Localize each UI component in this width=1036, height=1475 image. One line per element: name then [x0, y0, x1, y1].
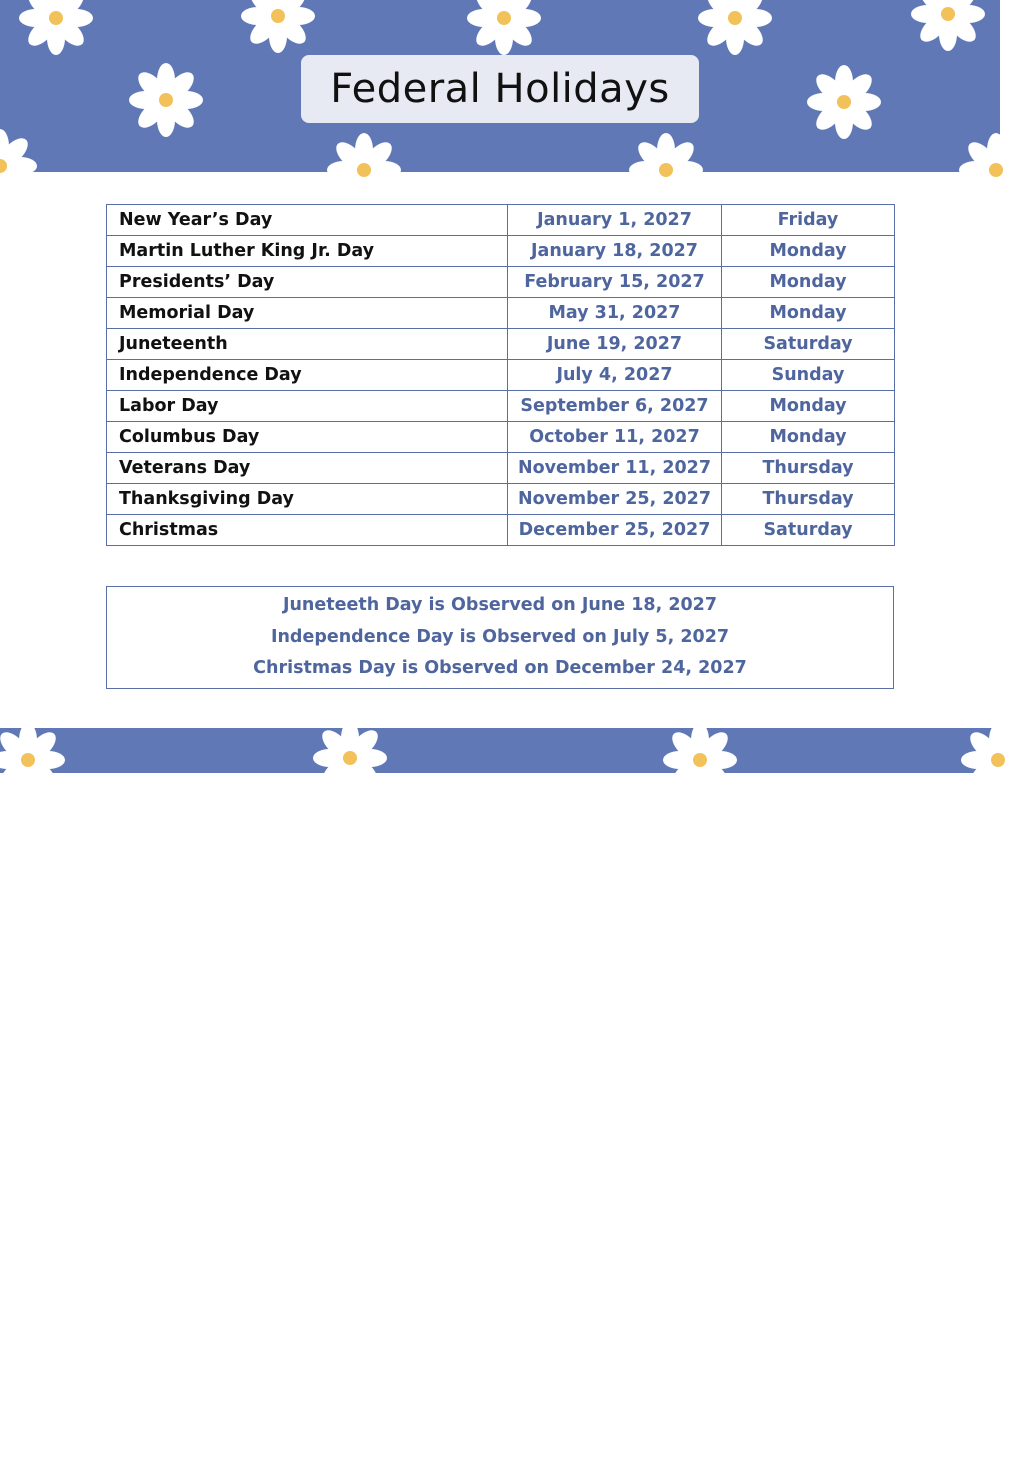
daisy-icon — [312, 720, 388, 796]
holiday-date: January 18, 2027 — [508, 236, 722, 267]
holiday-weekday: Sunday — [722, 360, 895, 391]
daisy-icon — [0, 722, 66, 798]
daisy-icon — [0, 128, 38, 204]
title-box — [301, 55, 699, 123]
table-row — [107, 205, 895, 236]
brand-tld: .com — [529, 1464, 555, 1475]
daisy-icon — [240, 0, 316, 54]
brand-name: Firstprintable — [452, 1464, 530, 1475]
table-row — [107, 298, 895, 329]
holiday-date: October 11, 2027 — [508, 422, 722, 453]
holiday-name: Presidents’ Day — [107, 267, 508, 298]
holiday-weekday: Monday — [722, 422, 895, 453]
holiday-name: Martin Luther King Jr. Day — [107, 236, 508, 267]
holiday-weekday: Monday — [722, 298, 895, 329]
observed-note: Independence Day is Observed on July 5, 2027 — [270, 626, 730, 647]
daisy-icon — [18, 0, 94, 56]
holiday-name: Veterans Day — [107, 453, 508, 484]
daisy-icon — [326, 132, 402, 208]
brand-watermark — [452, 1464, 554, 1475]
holiday-name: Juneteenth — [107, 329, 508, 360]
observed-note: Christmas Day is Observed on December 24, 2027 — [253, 658, 747, 679]
table-row — [107, 360, 895, 391]
daisy-icon — [958, 132, 1034, 208]
table-row — [107, 391, 895, 422]
holiday-date: February 15, 2027 — [508, 267, 722, 298]
daisy-icon — [697, 0, 773, 56]
observed-notes-box — [106, 586, 894, 689]
page-title: Federal Holidays — [330, 66, 670, 112]
holiday-date: January 1, 2027 — [508, 205, 722, 236]
holiday-date: November 11, 2027 — [508, 453, 722, 484]
holiday-date: July 4, 2027 — [508, 360, 722, 391]
holiday-name: Independence Day — [107, 360, 508, 391]
holiday-name: Labor Day — [107, 391, 508, 422]
holiday-date: September 6, 2027 — [508, 391, 722, 422]
holiday-weekday: Friday — [722, 205, 895, 236]
table-row — [107, 236, 895, 267]
table-row — [107, 453, 895, 484]
holiday-weekday: Saturday — [722, 515, 895, 546]
table-row — [107, 422, 895, 453]
table-row — [107, 484, 895, 515]
table-row — [107, 267, 895, 298]
daisy-icon — [662, 722, 738, 798]
holiday-name: Columbus Day — [107, 422, 508, 453]
daisy-icon — [806, 64, 882, 140]
holiday-weekday: Monday — [722, 391, 895, 422]
holiday-date: November 25, 2027 — [508, 484, 722, 515]
daisy-icon — [466, 0, 542, 56]
holiday-date: May 31, 2027 — [508, 298, 722, 329]
holiday-name: Christmas — [107, 515, 508, 546]
holiday-weekday: Monday — [722, 267, 895, 298]
daisy-icon — [910, 0, 986, 52]
observed-note: Juneteeth Day is Observed on June 18, 2027 — [282, 595, 718, 616]
footer-band — [0, 728, 1000, 1475]
daisy-icon — [628, 132, 704, 208]
holiday-name: Memorial Day — [107, 298, 508, 329]
holiday-name: New Year’s Day — [107, 205, 508, 236]
holiday-date: December 25, 2027 — [508, 515, 722, 546]
holiday-date: June 19, 2027 — [508, 329, 722, 360]
holidays-table — [106, 204, 895, 546]
header-band — [0, 0, 1000, 172]
holiday-name: Thanksgiving Day — [107, 484, 508, 515]
holiday-weekday: Thursday — [722, 484, 895, 515]
daisy-icon — [128, 62, 204, 138]
holiday-weekday: Monday — [722, 236, 895, 267]
daisy-icon — [960, 722, 1036, 798]
holiday-weekday: Thursday — [722, 453, 895, 484]
table-row — [107, 329, 895, 360]
table-row — [107, 515, 895, 546]
holiday-weekday: Saturday — [722, 329, 895, 360]
